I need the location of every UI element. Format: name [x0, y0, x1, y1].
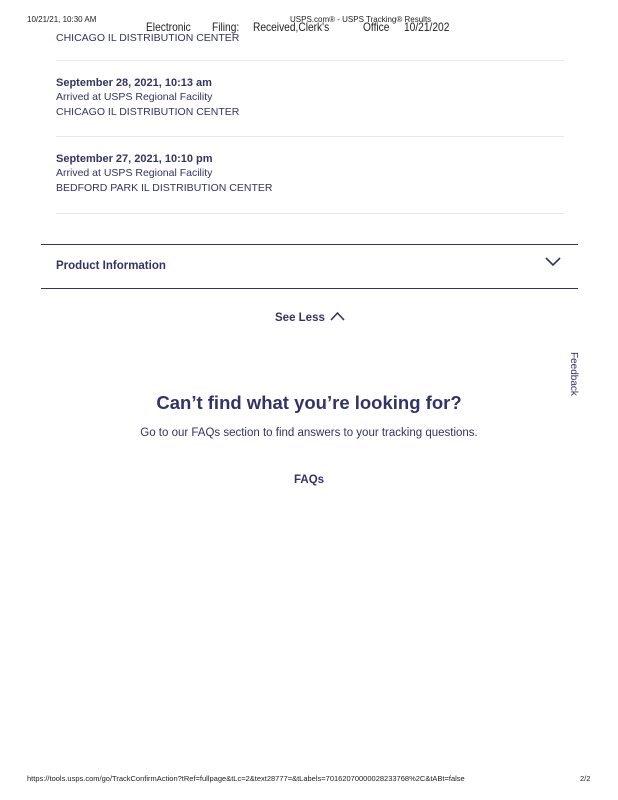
accordion-bottom-border — [41, 288, 578, 289]
product-information-toggle[interactable]: Product Information — [56, 260, 166, 272]
event-datetime: September 28, 2021, 10:13 am — [56, 77, 212, 89]
event-divider — [56, 60, 564, 61]
print-footer-url: https://tools.usps.com/go/TrackConfirmAction?tRef=fullpage&tLc=2&text28777=&tLabels=70162070000028233768%2C&tABt=false — [27, 774, 465, 783]
print-page-title: USPS.com® - USPS Tracking® Results — [290, 15, 432, 24]
event-status: Arrived at USPS Regional Facility — [56, 167, 213, 179]
stamp-received: Received,Clerk's — [253, 20, 330, 34]
feedback-tab[interactable]: Feedback — [568, 352, 579, 396]
event-divider — [56, 213, 564, 214]
event-location: CHICAGO IL DISTRIBUTION CENTER — [56, 106, 240, 118]
event-status: Arrived at USPS Regional Facility — [56, 91, 213, 103]
help-text: Go to our FAQs section to find answers to your tracking questions. — [140, 427, 478, 439]
event-location: CHICAGO IL DISTRIBUTION CENTER — [56, 32, 240, 44]
print-date: 10/21/21, 10:30 AM — [27, 15, 97, 24]
chevron-up-icon — [330, 311, 345, 324]
stamp-filing: Filing: — [212, 20, 240, 34]
see-less-label: See Less — [275, 311, 325, 324]
print-page-number: 2/2 — [580, 774, 591, 783]
see-less-button[interactable] — [275, 311, 345, 324]
chevron-down-icon[interactable] — [545, 255, 561, 267]
stamp-office: Office — [363, 20, 390, 34]
event-location: BEDFORD PARK IL DISTRIBUTION CENTER — [56, 182, 273, 194]
faqs-link[interactable]: FAQs — [294, 474, 325, 486]
event-divider — [56, 136, 564, 137]
accordion-top-border — [41, 244, 578, 245]
stamp-date: 10/21/202 — [404, 20, 450, 34]
help-heading: Can’t find what you’re looking for? — [156, 392, 462, 413]
tracking-event — [56, 152, 564, 195]
event-datetime: September 27, 2021, 10:10 pm — [56, 153, 213, 165]
stamp-electronic: Electronic — [146, 20, 191, 34]
tracking-event — [56, 76, 564, 119]
tracking-event — [56, 31, 564, 45]
